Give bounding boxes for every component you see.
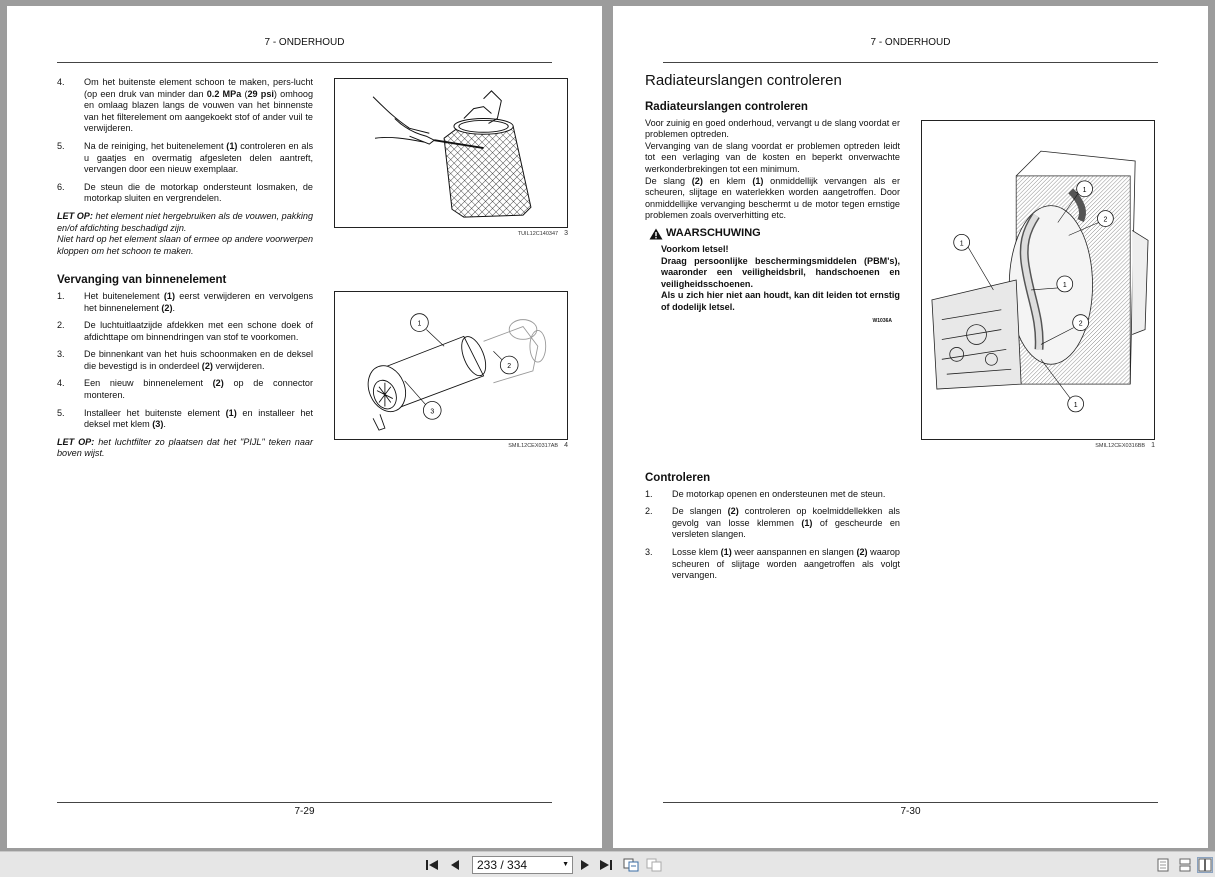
intro-paragraph-3: De slang (2) en klem (1) onmiddellijk vervangen als er scheuren, slijtage en waterlekken worden aangetroffen. Door onmiddellijke vervanging beschermt u de motor tegen ernstige problemen zoals oververhitting etc.: [645, 175, 900, 221]
list-item-text: Het buitenelement (1) eerst verwijderen en vervolgens het binnenelement (2).: [84, 290, 313, 313]
list-item-text: Losse klem (1) weer aanspannen en slangen (2) waarop scheuren of slijtage worden aangetroffen als volgt vervangen.: [672, 547, 900, 581]
callout-clamp: 1: [1082, 186, 1087, 194]
page-footer: 7-29: [57, 802, 552, 817]
list-item-text: Om het buitenste element schoon te maken, pers-lucht (op een druk van minder dan 0.2 MPa (29 psi) omhoog en omlaag blazen langs de vouwen van het binnenste van het filterelement om aangekoekt stof of ander vuil te verwijderen.: [84, 77, 313, 134]
note-text: het luchtfilter zo plaatsen dat het "PIJL" teken naar boven wijst.: [57, 436, 314, 459]
subsection-title-check: Controleren: [645, 472, 711, 485]
warning-header: [649, 228, 900, 240]
air-filter-illustration: [335, 292, 567, 439]
warning-triangle-icon: [649, 228, 663, 240]
filter-cleaning-illustration: [335, 79, 567, 227]
list-item: [57, 378, 313, 401]
note-reuse: [57, 211, 313, 257]
list-item-text: Na de reiniging, het buitenelement (1) controleren en als u gaatjes en overmatig afgesleten delen aantreft, vervangen door een nieuw exemplaar.: [84, 140, 313, 175]
prev-page-icon[interactable]: [447, 857, 463, 873]
list-item-number: 4.: [57, 378, 65, 389]
list-item: [645, 547, 900, 582]
pdf-viewer-toolbar: [0, 851, 1215, 877]
radiator-hoses-illustration: [922, 121, 1154, 439]
page-left: [7, 6, 602, 848]
list-item-number: 3.: [645, 547, 653, 558]
section-title: Radiateurslangen controleren: [645, 72, 842, 89]
list-item-text: De binnenkant van het huis schoonmaken en de deksel die bevestigd is in onderdeel (2) verwijderen.: [84, 349, 313, 371]
figure-reference: SMIL12CEX0316BB 1: [1095, 442, 1155, 449]
right-column: [645, 102, 900, 588]
list-item-number: 5.: [57, 140, 65, 151]
figure-filter-cleaning: [334, 78, 568, 228]
page-indicator: 233 / 334: [477, 858, 528, 872]
list-item-number: 2.: [57, 320, 65, 331]
page-header: 7 - ONDERHOUD: [663, 37, 1158, 63]
list-item: [645, 489, 900, 501]
page-right: [613, 6, 1208, 848]
left-column: [57, 77, 313, 460]
note-label: LET OP:: [57, 436, 95, 447]
chevron-down-icon[interactable]: ▼: [562, 861, 569, 868]
figure-reference: TUIL12C140347 3: [517, 230, 568, 237]
callout-clamp: 1: [1073, 401, 1078, 409]
figure-reference: SMIL12CEX0317AB 4: [508, 442, 568, 449]
last-page-icon[interactable]: [598, 857, 614, 873]
list-item-text: De slangen (2) controleren op koelmiddellekken als gevolg van losse klemmen (1) of gescheurde en versleten slangen.: [672, 506, 900, 540]
callout-hose: 2: [1078, 320, 1083, 328]
note-arrow: [57, 437, 313, 460]
note-text-2: Niet hard op het element slaan of ermee op andere voorwerpen kloppen om het schoon te maken.: [57, 234, 313, 256]
step-list-check: [645, 489, 900, 582]
list-item-text: Installeer het buitenste element (1) en installeer het deksel met klem (3).: [84, 407, 313, 430]
two-page-view-icon[interactable]: [1197, 857, 1213, 873]
section-title-inner-element: Vervanging van binnenelement: [57, 274, 227, 287]
list-item-number: 2.: [645, 506, 653, 517]
list-item-text: De luchtuitlaatzijde afdekken met een schone doek of afdichttape om binnendringen van stof te voorkomen.: [84, 320, 313, 342]
figure-radiator-hoses: [921, 120, 1155, 440]
next-page-icon[interactable]: [577, 857, 593, 873]
list-item: [57, 349, 313, 372]
list-item: [645, 506, 900, 541]
warning-line: Als u zich hier niet aan houdt, kan dit leiden tot ernstig of dodelijk letsel.: [661, 290, 900, 312]
warning-line: Draag persoonlijke beschermingsmiddelen (PBM's), waaronder een veiligheidsbril, handschoenen en veiligheidsschoenen.: [661, 255, 900, 289]
warning-body: [661, 244, 900, 327]
warning-line: Voorkom letsel!: [661, 243, 729, 254]
list-item: [57, 291, 313, 314]
step-list-inner-element: [57, 291, 313, 431]
callout-1: 1: [417, 320, 422, 328]
callout-3: 3: [430, 408, 435, 416]
list-item-number: 1.: [57, 290, 65, 301]
list-item-number: 4.: [57, 77, 65, 87]
warning-title: WAARSCHUWING: [666, 227, 761, 240]
step-list-cleaning: [57, 77, 313, 205]
first-page-icon[interactable]: [424, 857, 440, 873]
list-item-number: 6.: [57, 181, 65, 192]
single-page-view-icon[interactable]: [1155, 857, 1171, 873]
intro-paragraph-1: Voor zuinig en goed onderhoud, vervangt u de slang voordat er problemen optreden.: [645, 117, 900, 140]
list-item: [57, 77, 313, 135]
subsection-title: Radiateurslangen controleren: [645, 101, 808, 113]
list-item-number: 5.: [57, 407, 65, 418]
list-item-text: Een nieuw binnenelement (2) op de connector monteren.: [84, 378, 313, 401]
note-text: het element niet hergebruiken als de vouwen, pakking en/of afdichting beschadigd zijn.: [57, 210, 314, 233]
copy-icon[interactable]: [623, 857, 639, 873]
list-item-text: De steun die de motorkap ondersteunt losmaken, de motorkap sluiten en vergrendelen.: [84, 181, 313, 204]
figure-inner-element: [334, 291, 568, 440]
list-item: [57, 182, 313, 205]
page-footer: 7-30: [663, 802, 1158, 817]
list-item-text: De motorkap openen en ondersteunen met de steun.: [672, 488, 886, 499]
note-label: LET OP:: [57, 210, 93, 221]
callout-hose: 2: [1103, 216, 1108, 224]
page-header: 7 - ONDERHOUD: [57, 37, 552, 63]
callout-2: 2: [507, 362, 512, 370]
list-item: [57, 408, 313, 431]
list-item-number: 1.: [645, 488, 653, 499]
page-number-input[interactable]: [472, 856, 573, 874]
warning-code: W1036A: [872, 317, 892, 324]
continuous-view-icon[interactable]: [1177, 857, 1193, 873]
list-item: [57, 141, 313, 176]
list-item: [57, 320, 313, 343]
paste-icon[interactable]: [646, 857, 662, 873]
callout-clamp: 1: [959, 240, 964, 248]
intro-paragraph-2: Vervanging van de slang voordat er problemen optreden leidt tot een verlaging van de kosten en beperkt onverwachte werkonderbrekingen tot een minimum.: [645, 140, 900, 174]
list-item-number: 3.: [57, 349, 65, 360]
callout-clamp: 1: [1062, 281, 1067, 289]
